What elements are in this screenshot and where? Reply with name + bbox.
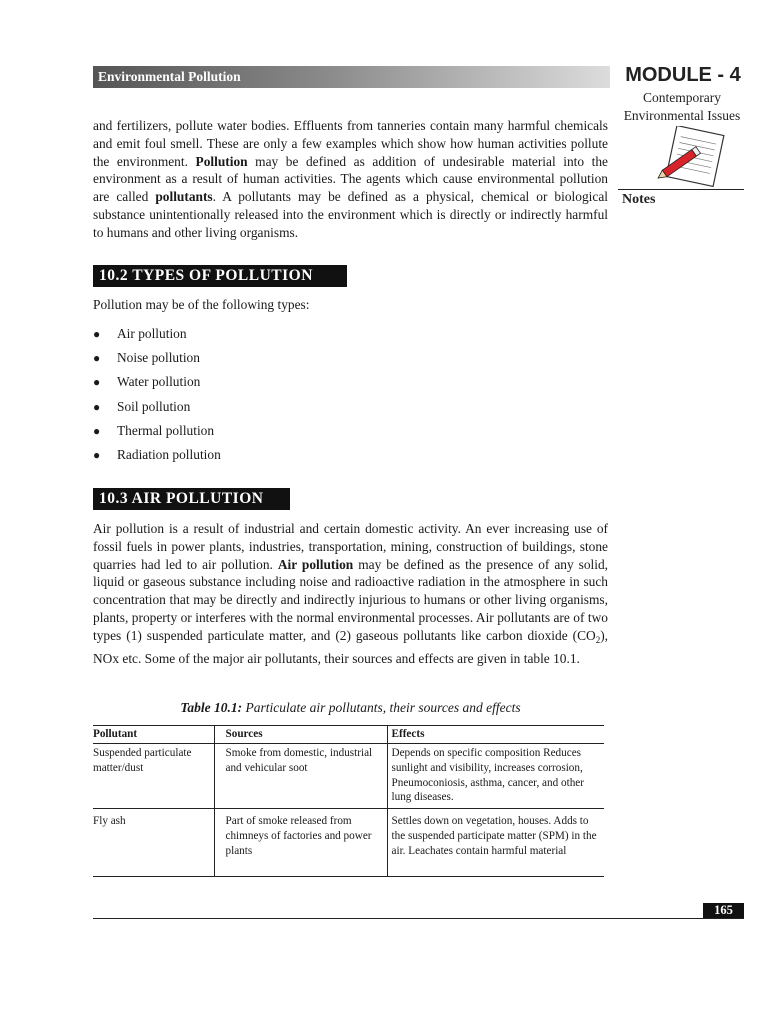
bullet-icon: ● xyxy=(93,399,101,414)
list-item: ● Thermal pollution xyxy=(93,422,215,438)
table-cell: Suspended particulate matter/dust xyxy=(93,747,192,774)
column-header-pollutant: Pollutant xyxy=(93,728,138,740)
chapter-header xyxy=(93,66,610,88)
notepad-pencil-icon xyxy=(655,126,725,190)
table-row xyxy=(93,809,604,877)
intro-paragraph: and fertilizers, pollute water bodies. Effluents from tanneries contain many harmful chemicals and emit foul smell. These are only a few examples which show how human activities pollute the environment. Pollution may be defined as addition of undesirable material into the environment as a result of human activities. The agents which cause environmental pollution are called pollutants. A pollutants may be defined as a physical, chemical or biological substance unintentionally released into the environment which is directly or indirectly harmful to humans and other living organisms. xyxy=(93,118,609,240)
table-cell: Fly ash xyxy=(93,815,126,827)
section-heading-types-of-pollution: 10.2 TYPES OF POLLUTION xyxy=(93,265,347,287)
module-subtitle-line1: Contemporary xyxy=(643,90,721,105)
notes-label: Notes xyxy=(622,192,656,207)
module-label: MODULE - 4 xyxy=(625,64,741,86)
notes-divider xyxy=(618,189,744,190)
module-subtitle xyxy=(612,89,752,125)
air-pollution-paragraph: Air pollution is a result of industrial and certain domestic activity. An ever increasing use of fossil fuels in power plants, industries, transportation, mining, construction of buildings, stone quarries had led to air pollution. Air pollution may be defined as the presence of any solid, liquid or gaseous substance including noise and radioactive radiation in the atmosphere in such concentration that may be directly and indirectly injurious to humans or other living organisms, plants, property or interferes with the normal environmental processes. Air pollutants are of two types (1) suspended particulate matter, and (2) gaseous pollutants like carbon dioxide $(CO_2)$, NOx etc. Some of the major air pollutants, their sources and effects are given in table 10.1. xyxy=(93,521,609,666)
table-caption xyxy=(93,700,608,716)
table-caption-label: Table 10.1: xyxy=(180,700,243,715)
types-intro: Pollution may be of the following types: xyxy=(93,297,310,312)
table-cell: Settles down on vegetation, houses. Adds to the suspended participate matter (SPM) in the air. Leachates contain harmful material xyxy=(387,809,604,877)
list-item: ● Water pollution xyxy=(93,374,201,390)
table-caption-text: Particulate air pollutants, their sources and effects xyxy=(242,700,521,715)
footer-divider xyxy=(93,918,744,919)
term-air-pollution: Air pollution xyxy=(277,556,354,572)
table-header-row xyxy=(93,726,604,744)
table-cell: Smoke from domestic, industrial and vehicular soot xyxy=(214,744,387,809)
module-subtitle-line2: Environmental Issues xyxy=(623,108,741,123)
column-header-effects: Effects xyxy=(387,726,604,744)
column-header-sources: Sources xyxy=(214,726,387,744)
list-item: ● Radiation pollution xyxy=(93,446,221,462)
table-cell: Part of smoke released from chimneys of factories and power plants xyxy=(214,809,387,877)
bullet-icon: ● xyxy=(93,375,101,390)
term-pollution: Pollution xyxy=(195,153,248,169)
list-item: ● Soil pollution xyxy=(93,398,191,414)
term-pollutants: pollutants xyxy=(155,189,213,205)
chapter-title: Environmental Pollution xyxy=(98,69,241,84)
bullet-icon: ● xyxy=(93,447,101,462)
bullet-icon: ● xyxy=(93,423,101,438)
pollution-types-list xyxy=(93,325,221,470)
list-item: ● Air pollution xyxy=(93,326,187,341)
list-item: ● Noise pollution xyxy=(93,350,200,366)
page-number: 165 xyxy=(703,903,744,918)
table-row xyxy=(93,744,604,809)
section-heading-air-pollution: 10.3 AIR POLLUTION xyxy=(93,488,290,510)
pollutants-table xyxy=(93,725,604,877)
bullet-icon: ● xyxy=(93,351,101,366)
bullet-icon: ● xyxy=(93,327,101,341)
table-cell: Depends on specific composition Reduces sunlight and visibility, increases corrosion, Pneumoconiosis, asthma, cancer, and other lung diseases. xyxy=(387,744,604,809)
